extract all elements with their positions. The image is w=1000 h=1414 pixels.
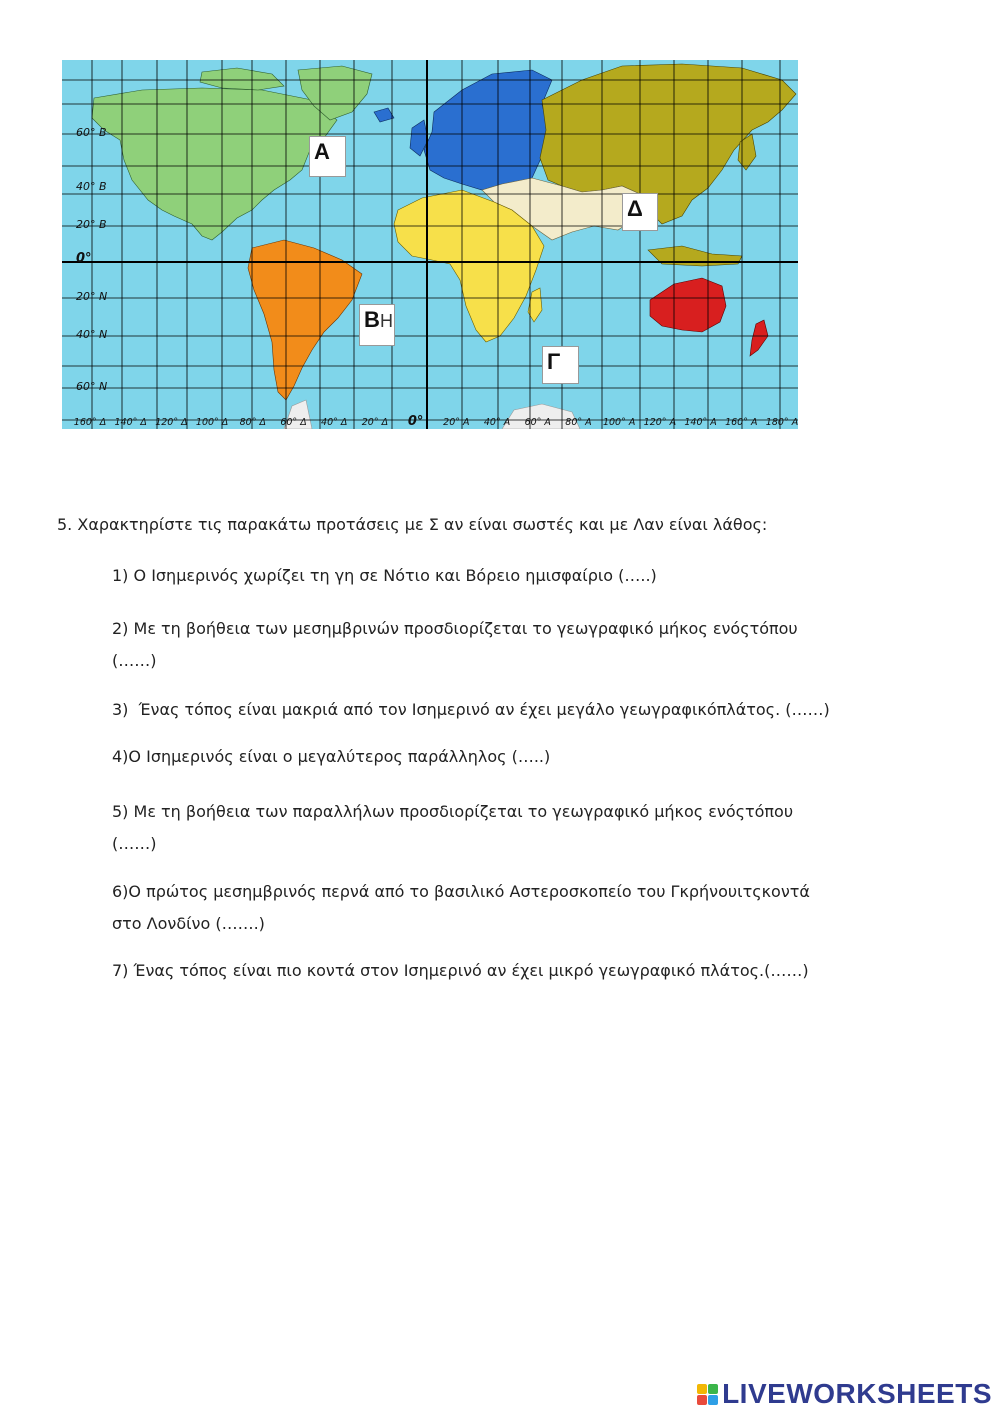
box-letter-d: Δ	[627, 196, 643, 221]
statement-2[interactable]	[112, 613, 892, 677]
longitude-label: 60° Α	[524, 417, 551, 428]
longitude-label: 80° Α	[565, 417, 592, 428]
answer-box-a[interactable]	[309, 136, 346, 177]
box-letter-b: Β	[364, 307, 380, 332]
longitude-label: 180° Α	[765, 417, 798, 428]
longitude-label: 140° Δ	[114, 417, 147, 428]
statement-5[interactable]	[112, 796, 892, 860]
longitude-label: 100° Α	[602, 417, 636, 428]
statement-text: 5) Με τη βοήθεια των παραλλήλων προσδιορίζεται το γεωγραφικό μήκος ενόςτόπου (……)	[112, 802, 794, 853]
longitude-label: 120° Α	[643, 417, 677, 428]
answer-box-d[interactable]	[622, 193, 658, 231]
statement-text: 6)Ο πρώτος μεσημβρινός περνά από το βασιλικό Αστεροσκοπείο του Γκρήνουιτςκοντά στο Λονδίνο (…….)	[112, 882, 810, 933]
statement-text: 4)Ο Ισημερινός είναι ο μεγαλύτερος παράλληλος (…..)	[112, 747, 551, 766]
longitude-label: 20° Δ	[361, 417, 389, 428]
longitude-label: 40° Α	[483, 417, 511, 428]
latitude-label: 60° Β	[76, 126, 107, 139]
latitude-label: 20° Β	[76, 218, 107, 231]
statement-4[interactable]	[112, 741, 892, 773]
latitude-label: 20° Ν	[76, 290, 108, 303]
brand-name: LIVEWORKSHEETS	[722, 1378, 992, 1409]
statement-3[interactable]	[112, 694, 892, 726]
longitude-label: 160° Α	[725, 417, 758, 428]
answer-box-b[interactable]	[359, 304, 395, 346]
longitude-label: 120° Δ	[155, 417, 188, 428]
longitude-label: 100° Δ	[195, 417, 229, 428]
statement-1[interactable]	[112, 560, 892, 592]
logo-square-4	[708, 1395, 718, 1405]
latitude-label: 40° Β	[76, 180, 107, 193]
logo-square-1	[697, 1384, 707, 1394]
answer-box-g[interactable]	[542, 346, 579, 384]
longitude-label: 40° Δ	[321, 417, 348, 428]
statement-7[interactable]	[112, 955, 892, 987]
box-letter-g: Γ	[547, 349, 561, 374]
statement-text: 1) Ο Ισημερινός χωρίζει τη γη σε Νότιο και Βόρειο ημισφαίριο (…..)	[112, 566, 657, 585]
statement-text: 2) Με τη βοήθεια των μεσημβρινών προσδιορίζεται το γεωγραφικό μήκος ενόςτόπου (……)	[112, 619, 798, 670]
longitude-label: 60° Δ	[280, 417, 307, 428]
longitude-label: 20° Α	[443, 417, 470, 428]
latitude-label: 40° Ν	[76, 328, 108, 341]
latitude-label: 60° Ν	[76, 380, 108, 393]
logo-square-3	[697, 1395, 707, 1405]
liveworksheets-logo	[697, 1378, 992, 1410]
logo-icon	[697, 1384, 718, 1405]
longitude-label: 140° Α	[684, 417, 717, 428]
box-typed-b: Η	[380, 311, 393, 331]
statement-6[interactable]	[112, 876, 892, 940]
question-title: 5. Χαρακτηρίστε τις παρακάτω προτάσεις με Σ αν είναι σωστές και με Λαν είναι λάθος:	[57, 515, 768, 534]
world-map	[62, 60, 798, 429]
logo-square-2	[708, 1384, 718, 1394]
statement-text: 7) Ένας τόπος είναι πιο κοντά στον Ισημερινό αν έχει μικρό γεωγραφικό πλάτος.(……)	[112, 961, 809, 980]
longitude-label: 0°	[407, 414, 424, 429]
statement-text: 3) Ένας τόπος είναι μακριά από τον Ισημερινό αν έχει μεγάλο γεωγραφικόπλάτος. (……)	[112, 700, 830, 719]
longitude-label: 80° Δ	[239, 417, 267, 428]
latitude-label: 0°	[76, 251, 92, 266]
longitude-label: 160° Δ	[73, 417, 107, 428]
box-letter-a: Α	[314, 139, 330, 164]
